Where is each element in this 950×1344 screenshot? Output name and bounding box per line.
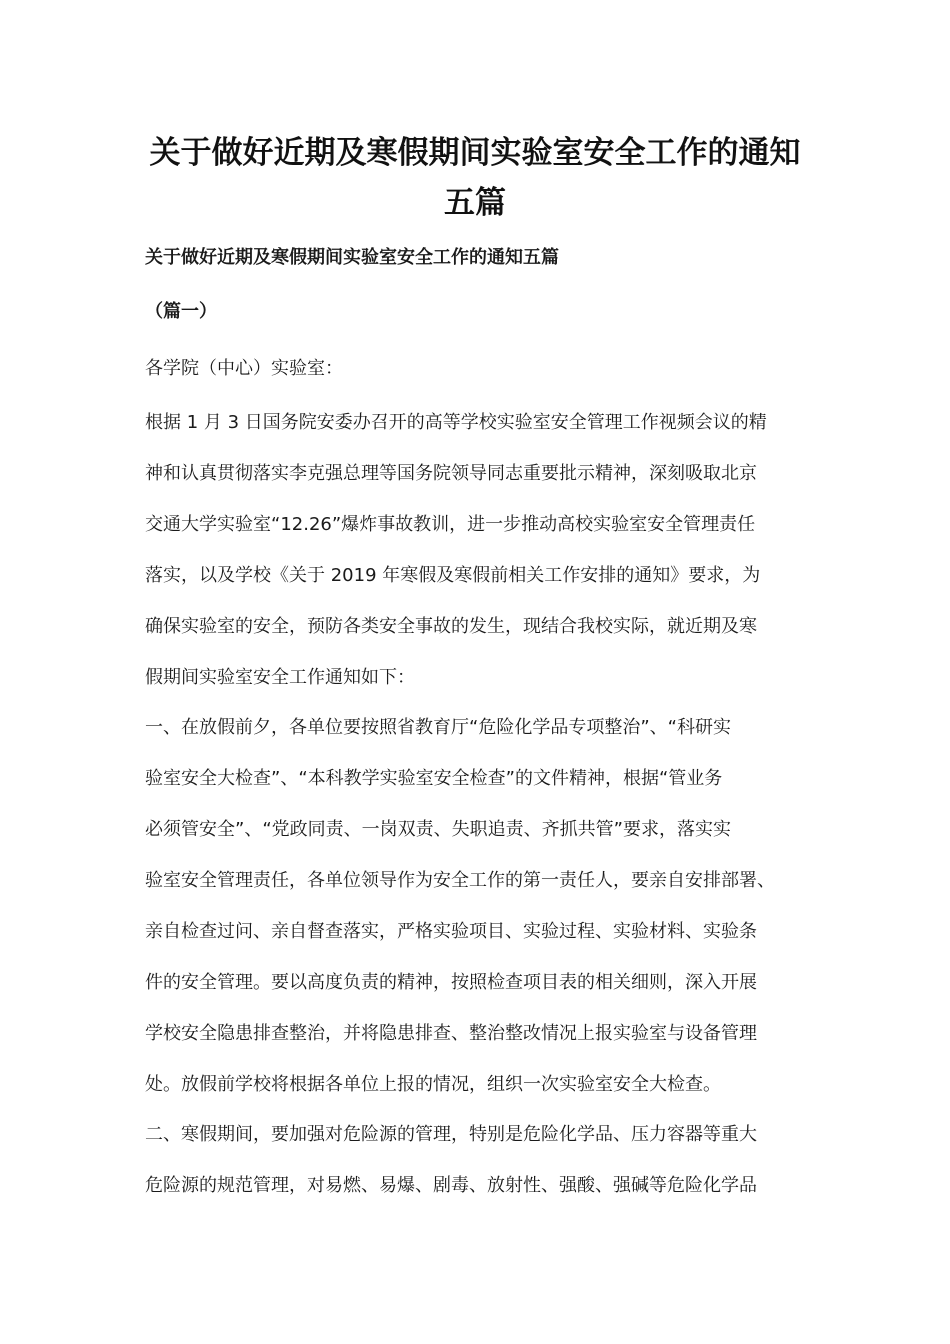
- body-paragraph: [145, 1121, 815, 1223]
- paragraph-line: 件的安全管理。要以高度负责的精神，按照检查项目表的相关细则，深入开展: [145, 972, 757, 993]
- paragraph-line: 危险源的规范管理，对易燃、易爆、剧毒、放射性、强酸、强碱等危险化学品: [145, 1175, 757, 1196]
- paragraph-line: 验室安全管理责任，各单位领导作为安全工作的第一责任人，要亲自安排部署、: [145, 870, 775, 891]
- paragraph-line: 假期间实验室安全工作通知如下：: [145, 667, 415, 688]
- paragraph-line: 交通大学实验室“12.26”爆炸事故教训，进一步推动高校实验室安全管理责任: [145, 514, 756, 535]
- document-title: [120, 128, 830, 228]
- paragraph-line: 处。放假前学校将根据各单位上报的情况，组织一次实验室安全大检查。: [145, 1074, 721, 1095]
- paragraph-line: 学校安全隐患排查整治，并将隐患排查、整治整改情况上报实验室与设备管理: [145, 1023, 757, 1044]
- paragraph-line: 一、在放假前夕，各单位要按照省教育厅“危险化学品专项整治”、“科研实: [145, 717, 731, 738]
- document-title-line: 五篇: [444, 185, 506, 221]
- paragraph-line: 根据 1 月 3 日国务院安委办召开的高等学校实验室安全管理工作视频会议的精: [145, 412, 767, 433]
- paragraph-line: 二、寒假期间，要加强对危险源的管理，特别是危险化学品、压力容器等重大: [145, 1124, 757, 1145]
- paragraph-line: 必须管安全”、“党政同责、一岗双责、失职追责、齐抓共管”要求，落实实: [145, 819, 731, 840]
- paragraph-line: 落实，以及学校《关于 2019 年寒假及寒假前相关工作安排的通知》要求，为: [145, 565, 761, 586]
- body-paragraph: [145, 714, 815, 1122]
- document-subtitle: 关于做好近期及寒假期间实验室安全工作的通知五篇: [145, 247, 559, 268]
- section-label: （篇一）: [145, 301, 217, 322]
- paragraph-line: 验室安全大检查”、“本科教学实验室安全检查”的文件精神，根据“管业务: [145, 768, 723, 789]
- document-title-line: 关于做好近期及寒假期间实验室安全工作的通知: [149, 135, 801, 171]
- salutation: 各学院（中心）实验室：: [145, 358, 343, 379]
- paragraph-line: 神和认真贯彻落实李克强总理等国务院领导同志重要批示精神，深刻吸取北京: [145, 463, 757, 484]
- paragraph-line: 亲自检查过问、亲自督查落实，严格实验项目、实验过程、实验材料、实验条: [145, 921, 757, 942]
- body-paragraph: [145, 409, 815, 715]
- paragraph-line: 确保实验室的安全，预防各类安全事故的发生，现结合我校实际，就近期及寒: [145, 616, 757, 637]
